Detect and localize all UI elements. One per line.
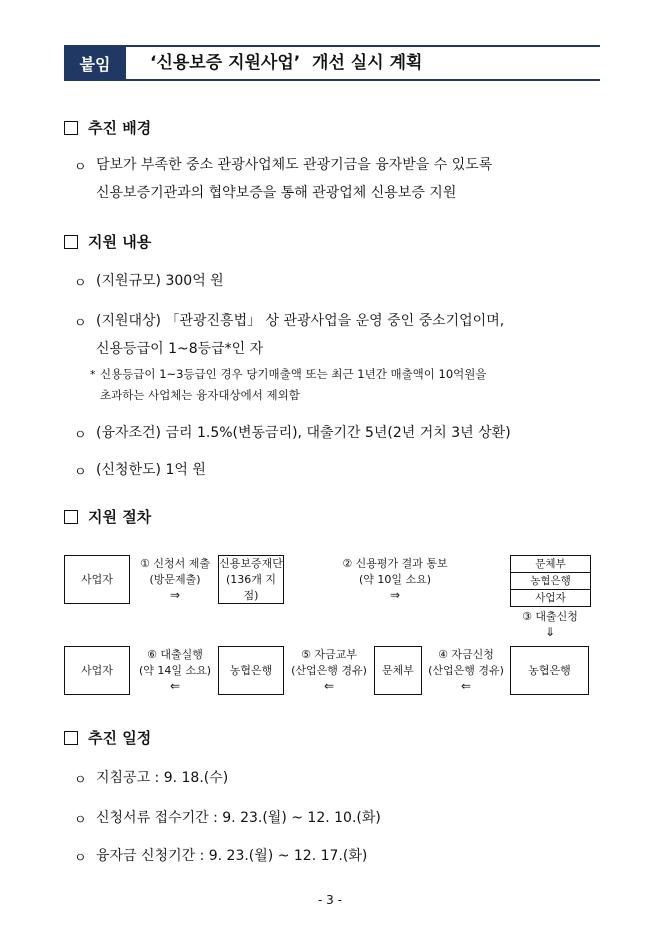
flow-box-business-2: 사업자 <box>64 646 130 695</box>
stack-business: 사업자 <box>535 592 566 604</box>
flow-box-credit-foundation <box>218 555 284 604</box>
schedule-announcement: 지침공고 : 9. 18.(수) <box>96 770 229 786</box>
stack-nh-bank: 농협은행 <box>511 573 590 590</box>
credit-foundation-name: 신용보증재단 <box>219 556 283 570</box>
step-6-note: (약 14일 소요) <box>138 664 212 677</box>
section-heading-support <box>64 231 151 252</box>
bullet-icon: ㅇ <box>74 773 87 788</box>
support-scale: (지원규모) 300억 원 <box>96 273 224 289</box>
footnote-line-2: 초과하는 사업체는 융자대상에서 제외함 <box>100 388 300 402</box>
flow-box-ministry: 문체부 <box>374 646 422 695</box>
arrow-right-icon: ⇒ <box>389 588 401 602</box>
support-target-line-2: 신용등급이 1~8등급*인 자 <box>96 341 264 357</box>
step-2-label: ② 신용평가 결과 통보 <box>342 557 448 570</box>
background-line-1: 담보가 부족한 중소 관광사업체도 관광기금을 융자받을 수 있도록 <box>96 157 493 173</box>
footnote-line-1: 신용등급이 1~3등급인 경우 당기매출액 또는 최근 1년간 매출액이 10억원을 <box>100 367 487 381</box>
step-4-label: ④ 자금신청 <box>438 648 494 661</box>
stack-ministry: 문체부 <box>511 556 590 573</box>
arrow-left-icon: ⇐ <box>460 679 472 693</box>
section-heading-label: 추진 배경 <box>88 119 152 137</box>
section-heading-label: 추진 일정 <box>88 729 152 747</box>
section-heading-label: 지원 내용 <box>88 233 152 251</box>
step-1-label: ① 신청서 제출 <box>140 557 210 570</box>
document-title: ‘신용보증 지원사업’ 개선 실시 계획 <box>150 53 423 73</box>
schedule-loan-period: 융자금 신청기간 : 9. 23.(월) ~ 12. 17.(화) <box>96 848 368 864</box>
flow-box-stacked-parties <box>510 555 591 607</box>
attachment-badge: 붙임 <box>64 45 126 81</box>
arrow-left-icon: ⇐ <box>169 679 181 693</box>
bullet-icon: ㅇ <box>74 160 87 175</box>
step-5-label: ⑤ 자금교부 <box>301 648 357 661</box>
footnote-mark: * <box>90 368 96 381</box>
step-3-label: ③ 대출신청 <box>522 610 578 623</box>
application-limit: (신청한도) 1억 원 <box>96 462 206 478</box>
checkbox-square-icon <box>64 510 78 524</box>
section-heading-procedure <box>64 506 151 527</box>
loan-conditions: (융자조건) 금리 1.5%(변동금리), 대출기간 5년(2년 거치 3년 상환) <box>96 425 511 441</box>
step-1-note: (방문제출) <box>149 573 201 586</box>
arrow-left-icon: ⇐ <box>323 679 335 693</box>
section-heading-schedule <box>64 727 151 748</box>
step-4-note: (산업은행 경유) <box>428 664 504 677</box>
page-number: - 3 - <box>318 893 342 907</box>
section-heading-background <box>64 117 151 138</box>
checkbox-square-icon <box>64 235 78 249</box>
checkbox-square-icon <box>64 121 78 135</box>
flow-box-business-1: 사업자 <box>64 555 130 604</box>
arrow-right-icon: ⇒ <box>169 588 181 602</box>
step-2-note: (약 10일 소요) <box>358 573 432 586</box>
background-line-2: 신용보증기관과의 협약보증을 통해 관광업체 신용보증 지원 <box>96 185 457 201</box>
header-bottom-rule <box>64 79 600 81</box>
bullet-icon: ㅇ <box>74 316 87 331</box>
bullet-icon: ㅇ <box>74 276 87 291</box>
arrow-down-icon: ⇓ <box>544 625 556 639</box>
schedule-document-period: 신청서류 접수기간 : 9. 23.(월) ~ 12. 10.(화) <box>96 810 381 826</box>
flow-box-nh-bank-left: 농협은행 <box>218 646 284 695</box>
flow-box-nh-bank-right: 농협은행 <box>510 646 589 695</box>
step-5-note: (산업은행 경유) <box>291 664 367 677</box>
support-target-line-1: (지원대상) 「관광진흥법」 상 관광사업을 운영 중인 중소기업이며, <box>96 313 505 329</box>
bullet-icon: ㅇ <box>74 465 87 480</box>
bullet-icon: ㅇ <box>74 851 87 866</box>
checkbox-square-icon <box>64 731 78 745</box>
credit-foundation-branches: (136개 지점) <box>225 572 277 602</box>
bullet-icon: ㅇ <box>74 813 87 828</box>
bullet-icon: ㅇ <box>74 428 87 443</box>
step-6-label: ⑥ 대출실행 <box>147 648 203 661</box>
section-heading-label: 지원 절차 <box>88 508 152 526</box>
